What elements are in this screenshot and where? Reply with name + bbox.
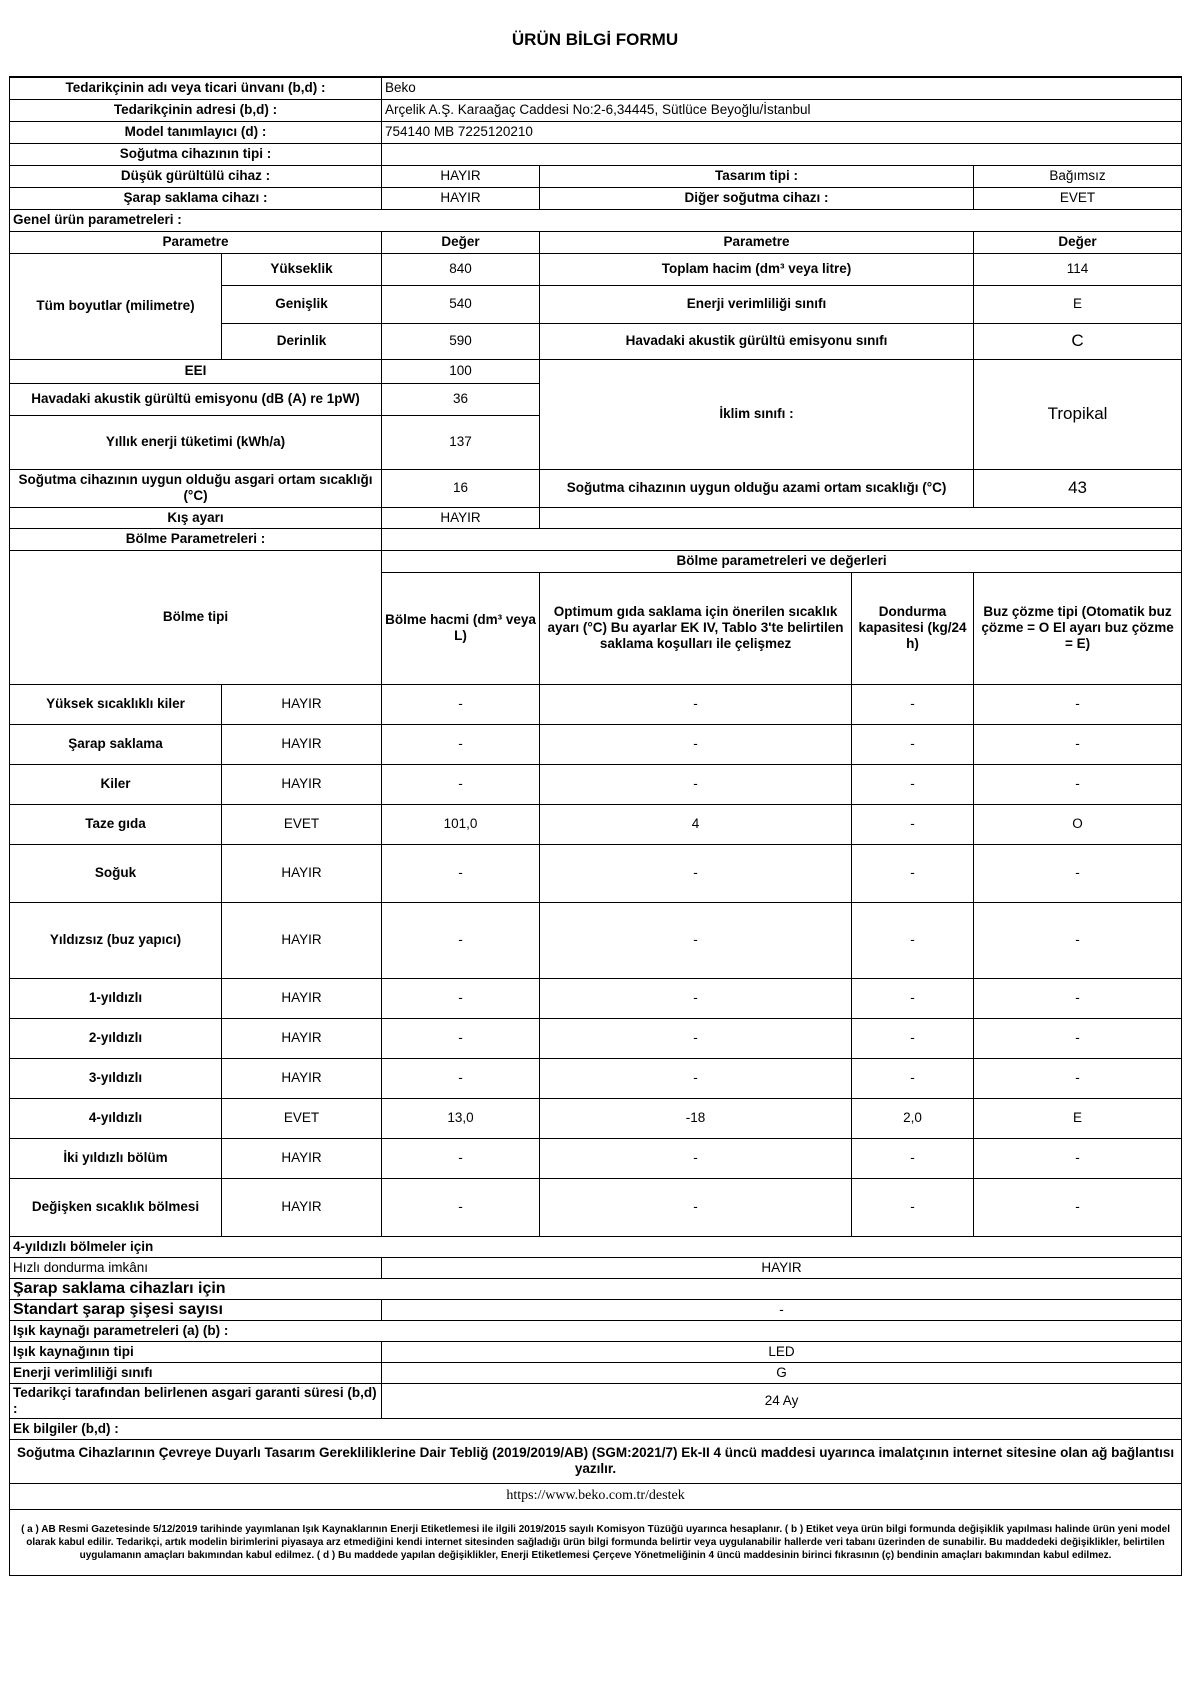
compartment-defrost: - — [974, 764, 1182, 804]
compartment-name: Şarap saklama — [10, 724, 222, 764]
eei-label: EEI — [10, 359, 382, 383]
compartment-present: EVET — [222, 1098, 382, 1138]
climate-value: Tropikal — [974, 359, 1182, 469]
volume-value: 114 — [974, 253, 1182, 285]
general-heading: Genel ürün parametreleri : — [10, 209, 1182, 231]
compartment-name: 3-yıldızlı — [10, 1058, 222, 1098]
compartments-heading-empty — [382, 528, 1182, 550]
compartment-name: Kiler — [10, 764, 222, 804]
compartment-freeze: - — [852, 844, 974, 902]
compartment-freeze: - — [852, 724, 974, 764]
compartment-present: HAYIR — [222, 1178, 382, 1236]
compartment-temp: - — [540, 1018, 852, 1058]
volume-label: Toplam hacim (dm³ veya litre) — [540, 253, 974, 285]
model-label: Model tanımlayıcı (d) : — [10, 121, 382, 143]
compartment-volume: - — [382, 1018, 540, 1058]
compartment-row — [10, 1018, 1182, 1058]
compartment-row — [10, 764, 1182, 804]
fast-freeze-value: HAYIR — [382, 1257, 1182, 1278]
compartment-name: Yüksek sıcaklıklı kiler — [10, 684, 222, 724]
col-compartment-volume: Bölme hacmi (dm³ veya L) — [382, 572, 540, 684]
col-value-header-2: Değer — [974, 231, 1182, 253]
compartment-present: HAYIR — [222, 1138, 382, 1178]
compartment-defrost: - — [974, 844, 1182, 902]
col-compartment-freeze: Dondurma kapasitesi (kg/24 h) — [852, 572, 974, 684]
compartment-freeze: - — [852, 684, 974, 724]
fast-freeze-label: Hızlı dondurma imkânı — [10, 1257, 382, 1278]
compartment-temp: - — [540, 764, 852, 804]
compartment-volume: - — [382, 1178, 540, 1236]
compartment-group-header: Bölme parametreleri ve değerleri — [382, 550, 1182, 572]
compartment-present: HAYIR — [222, 684, 382, 724]
compartment-name: 2-yıldızlı — [10, 1018, 222, 1058]
compartment-name: Taze gıda — [10, 804, 222, 844]
compartment-freeze: - — [852, 804, 974, 844]
design-type-label: Tasarım tipi : — [540, 165, 974, 187]
compartment-name: Yıldızsız (buz yapıcı) — [10, 902, 222, 978]
width-label: Genişlik — [222, 285, 382, 323]
wine-appliance-label: Şarap saklama cihazı : — [10, 187, 382, 209]
compartment-volume: - — [382, 902, 540, 978]
footnote: ( a ) AB Resmi Gazetesinde 5/12/2019 tarihinde yayımlanan Işık Kaynaklarının Enerji Etiketlemesi ile ilgili 2019/2015 sayılı Komisyon Tüzüğü uyarınca hesaplanır. ( b ) Etiket veya ürün bilgi formunda değişiklik yapılması halinde ürün yeni model olarak kabul edilir. Tedarikçi, artık modelin birimlerini piyasaya arz etmediğini kendi internet sitesinden sağladığı ürün bilgi formunda belirtir veya uygulanabilir hallerde veri tabanı üzerinden de sunabilir. Bu maddedeki değişiklikler, belirtilen uygulamanın amaçları bakımından kabul edilmez. ( d ) Bu maddede yapılan değişiklikler, Enerji Etiketlemesi Çerçeve Yönetmeliğinin 4 üncü maddesinin birinci fıkrasının (ç) bendinin amaçları bakımından kabul edilmez. — [10, 1509, 1182, 1575]
col-value-header: Değer — [382, 231, 540, 253]
compartment-defrost: - — [974, 902, 1182, 978]
compartment-defrost: O — [974, 804, 1182, 844]
winter-empty — [540, 507, 1182, 528]
noise-db-value: 36 — [382, 383, 540, 415]
compartment-volume: 101,0 — [382, 804, 540, 844]
four-star-heading: 4-yıldızlı bölmeler için — [10, 1236, 1182, 1257]
winter-value: HAYIR — [382, 507, 540, 528]
compartment-row — [10, 902, 1182, 978]
energy-class-value: E — [974, 285, 1182, 323]
wine-bottles-value: - — [382, 1299, 1182, 1320]
compartment-present: HAYIR — [222, 844, 382, 902]
compartment-freeze: - — [852, 764, 974, 804]
compartment-temp: - — [540, 902, 852, 978]
wine-heading: Şarap saklama cihazları için — [10, 1278, 1182, 1299]
compartment-row — [10, 978, 1182, 1018]
col-param-header: Parametre — [10, 231, 382, 253]
appliance-type-value — [382, 143, 1182, 165]
compartment-present: EVET — [222, 804, 382, 844]
light-class-value: G — [382, 1362, 1182, 1383]
depth-label: Derinlik — [222, 323, 382, 359]
eei-value: 100 — [382, 359, 540, 383]
compartment-name: Değişken sıcaklık bölmesi — [10, 1178, 222, 1236]
compartment-volume: - — [382, 1138, 540, 1178]
compartment-volume: - — [382, 844, 540, 902]
compartment-present: HAYIR — [222, 902, 382, 978]
supplier-address-label: Tedarikçinin adresi (b,d) : — [10, 99, 382, 121]
compartment-freeze: - — [852, 1058, 974, 1098]
compartment-present: HAYIR — [222, 724, 382, 764]
compartment-present: HAYIR — [222, 1058, 382, 1098]
compartment-defrost: - — [974, 1138, 1182, 1178]
light-type-value: LED — [382, 1341, 1182, 1362]
compartment-temp: - — [540, 724, 852, 764]
depth-value: 590 — [382, 323, 540, 359]
climate-label: İklim sınıfı : — [540, 359, 974, 469]
wine-bottles-label: Standart şarap şişesi sayısı — [10, 1299, 382, 1320]
min-temp-value: 16 — [382, 469, 540, 507]
other-appliance-value: EVET — [974, 187, 1182, 209]
annual-energy-label: Yıllık enerji tüketimi (kWh/a) — [10, 415, 382, 469]
extra-heading: Ek bilgiler (b,d) : — [10, 1418, 1182, 1439]
compartment-row — [10, 804, 1182, 844]
compartment-present: HAYIR — [222, 764, 382, 804]
low-noise-value: HAYIR — [382, 165, 540, 187]
noise-class-label: Havadaki akustik gürültü emisyonu sınıfı — [540, 323, 974, 359]
compartment-row — [10, 1138, 1182, 1178]
max-temp-label: Soğutma cihazının uygun olduğu azami ortam sıcaklığı (°C) — [540, 469, 974, 507]
compartment-temp: - — [540, 844, 852, 902]
compartment-row — [10, 1058, 1182, 1098]
warranty-label: Tedarikçi tarafından belirlenen asgari garanti süresi (b,d) : — [10, 1383, 382, 1418]
compartment-row — [10, 844, 1182, 902]
width-value: 540 — [382, 285, 540, 323]
supplier-name-value: Beko — [382, 77, 1182, 99]
compartment-rows — [10, 684, 1182, 1236]
compartment-temp: - — [540, 1138, 852, 1178]
compartment-temp: 4 — [540, 804, 852, 844]
light-type-label: Işık kaynağının tipi — [10, 1341, 382, 1362]
noise-class-value: C — [974, 323, 1182, 359]
energy-class-label: Enerji verimliliği sınıfı — [540, 285, 974, 323]
compartment-freeze: - — [852, 1178, 974, 1236]
compartment-defrost: E — [974, 1098, 1182, 1138]
compartment-volume: - — [382, 764, 540, 804]
other-appliance-label: Diğer soğutma cihazı : — [540, 187, 974, 209]
light-class-label: Enerji verimliliği sınıfı — [10, 1362, 382, 1383]
col-compartment-defrost: Buz çözme tipi (Otomatik buz çözme = O El ayarı buz çözme = E) — [974, 572, 1182, 684]
compartment-name: İki yıldızlı bölüm — [10, 1138, 222, 1178]
compartment-freeze: - — [852, 1138, 974, 1178]
compartment-present: HAYIR — [222, 978, 382, 1018]
low-noise-label: Düşük gürültülü cihaz : — [10, 165, 382, 187]
annual-energy-value: 137 — [382, 415, 540, 469]
compartment-defrost: - — [974, 724, 1182, 764]
compartment-volume: 13,0 — [382, 1098, 540, 1138]
height-value: 840 — [382, 253, 540, 285]
compartment-name: 4-yıldızlı — [10, 1098, 222, 1138]
dimensions-label: Tüm boyutlar (milimetre) — [10, 253, 222, 359]
max-temp-value: 43 — [974, 469, 1182, 507]
warranty-value: 24 Ay — [382, 1383, 1182, 1418]
compartment-volume: - — [382, 724, 540, 764]
compartment-defrost: - — [974, 1058, 1182, 1098]
product-info-table — [9, 76, 1182, 1576]
compartment-defrost: - — [974, 1018, 1182, 1058]
supplier-address-value: Arçelik A.Ş. Karaağaç Caddesi No:2-6,34445, Sütlüce Beyoğlu/İstanbul — [382, 99, 1182, 121]
light-heading: Işık kaynağı parametreleri (a) (b) : — [10, 1320, 1182, 1341]
extra-statement: Soğutma Cihazlarının Çevreye Duyarlı Tasarım Gerekliliklerine Dair Tebliğ (2019/2019/AB) (SGM:2021/7) Ek-II 4 üncü maddesi uyarınca imalatçının internet sitesine olan ağ bağlantısı yazılır. — [10, 1439, 1182, 1483]
compartment-row — [10, 1098, 1182, 1138]
compartment-name: 1-yıldızlı — [10, 978, 222, 1018]
compartment-temp: -18 — [540, 1098, 852, 1138]
compartment-defrost: - — [974, 978, 1182, 1018]
winter-label: Kış ayarı — [10, 507, 382, 528]
compartment-defrost: - — [974, 1178, 1182, 1236]
min-temp-label: Soğutma cihazının uygun olduğu asgari ortam sıcaklığı (°C) — [10, 469, 382, 507]
manufacturer-link[interactable]: https://www.beko.com.tr/destek — [10, 1483, 1182, 1509]
compartment-volume: - — [382, 684, 540, 724]
noise-db-label: Havadaki akustik gürültü emisyonu (dB (A) re 1pW) — [10, 383, 382, 415]
height-label: Yükseklik — [222, 253, 382, 285]
compartment-temp: - — [540, 1058, 852, 1098]
compartments-heading: Bölme Parametreleri : — [10, 528, 382, 550]
page-title: ÜRÜN BİLGİ FORMU — [511, 30, 679, 49]
compartment-temp: - — [540, 978, 852, 1018]
wine-appliance-value: HAYIR — [382, 187, 540, 209]
compartment-temp: - — [540, 684, 852, 724]
appliance-type-label: Soğutma cihazının tipi : — [10, 143, 382, 165]
compartment-defrost: - — [974, 684, 1182, 724]
supplier-name-label: Tedarikçinin adı veya ticari ünvanı (b,d) : — [10, 77, 382, 99]
compartment-volume: - — [382, 1058, 540, 1098]
compartment-freeze: - — [852, 1018, 974, 1058]
compartment-name: Soğuk — [10, 844, 222, 902]
compartment-row — [10, 684, 1182, 724]
model-value: 754140 MB 7225120210 — [382, 121, 1182, 143]
compartment-freeze: - — [852, 902, 974, 978]
col-compartment-temp: Optimum gıda saklama için önerilen sıcaklık ayarı (°C) Bu ayarlar EK IV, Tablo 3'te belirtilen saklama koşulları ile çelişmez — [540, 572, 852, 684]
compartment-row — [10, 724, 1182, 764]
compartment-freeze: 2,0 — [852, 1098, 974, 1138]
compartment-row — [10, 1178, 1182, 1236]
design-type-value: Bağımsız — [974, 165, 1182, 187]
col-param-header-2: Parametre — [540, 231, 974, 253]
compartment-temp: - — [540, 1178, 852, 1236]
compartment-present: HAYIR — [222, 1018, 382, 1058]
compartment-freeze: - — [852, 978, 974, 1018]
col-compartment-type: Bölme tipi — [10, 550, 382, 684]
compartment-volume: - — [382, 978, 540, 1018]
